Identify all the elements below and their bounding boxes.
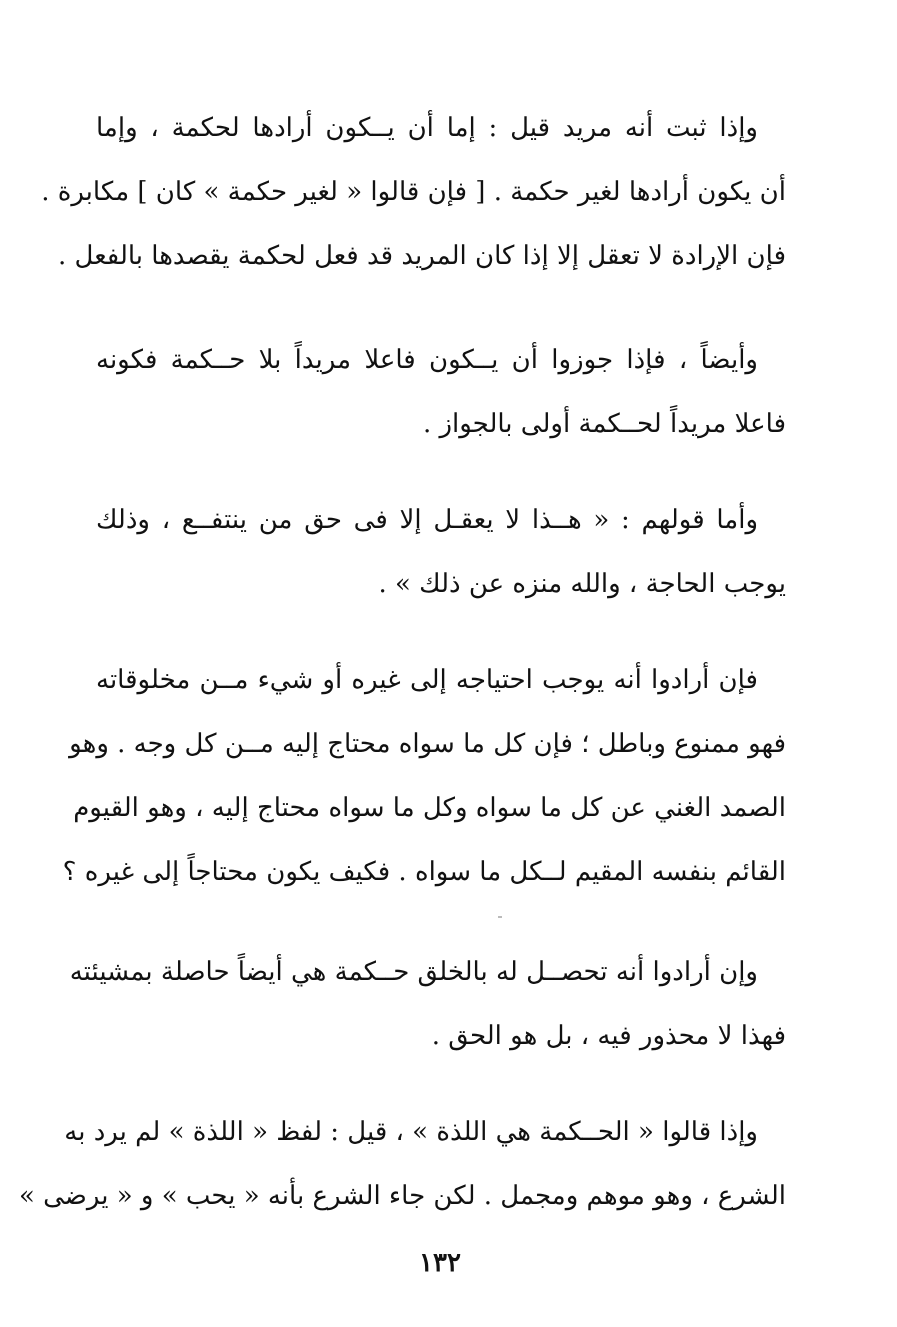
text-line: القائم بنفسه المقيم لــكل ما سواه . فكيف يكون محتاجاً إلى غيره ؟ [62, 857, 786, 887]
text-line: يوجب الحاجة ، والله منزه عن ذلك » . [378, 569, 786, 599]
paragraph-6 [18, 1100, 786, 1228]
text-line: فإن أرادوا أنه يوجب احتياجه إلى غيره أو شيء مــن مخلوقاته [96, 665, 758, 695]
text-line: وإذا قالوا « الحــكمة هي اللذة » ، قيل : لفظ « اللذة » لم يرد به [64, 1117, 758, 1147]
text-line: وأيضاً ، فإذا جوزوا أن يــكون فاعلا مريداً بلا حــكمة فكونه [96, 345, 758, 375]
paragraph-2 [96, 328, 786, 456]
text-line: الشرع ، وهو موهم ومجمل . لكن جاء الشرع بأنه « يحب » و « يرضى » [18, 1181, 786, 1211]
text-line: فإن الإرادة لا تعقل إلا إذا كان المريد قد فعل لحكمة يقصدها بالفعل . [58, 241, 786, 271]
text-line: فهو ممنوع وباطل ؛ فإن كل ما سواه محتاج إليه مــن كل وجه . وهو [69, 729, 786, 759]
text-line: الصمد الغني عن كل ما سواه وكل ما سواه محتاج إليه ، وهو القيوم [73, 793, 786, 823]
paragraph-3 [96, 488, 786, 616]
paragraph-4 [62, 648, 786, 904]
paragraph-5 [69, 940, 786, 1068]
separator-mark [498, 916, 502, 918]
text-line: فاعلا مريداً لحــكمة أولى بالجواز . [422, 409, 786, 439]
text-line: وإذا ثبت أنه مريد قيل : إما أن يــكون أرادها لحكمة ، وإما [96, 113, 758, 143]
paragraph-1 [41, 96, 786, 288]
text-line: وإن أرادوا أنه تحصــل له بالخلق حــكمة هي أيضاً حاصلة بمشيئته [69, 957, 758, 987]
text-line: وأما قولهم : « هــذا لا يعقـل إلا فى حق من ينتفــع ، وذلك [96, 505, 758, 535]
text-line: أن يكون أرادها لغير حكمة . [ فإن قالوا « لغير حكمة » كان ] مكابرة . [41, 177, 786, 207]
page-number: ١٣٢ [419, 1248, 461, 1278]
text-line: فهذا لا محذور فيه ، بل هو الحق . [431, 1021, 786, 1051]
